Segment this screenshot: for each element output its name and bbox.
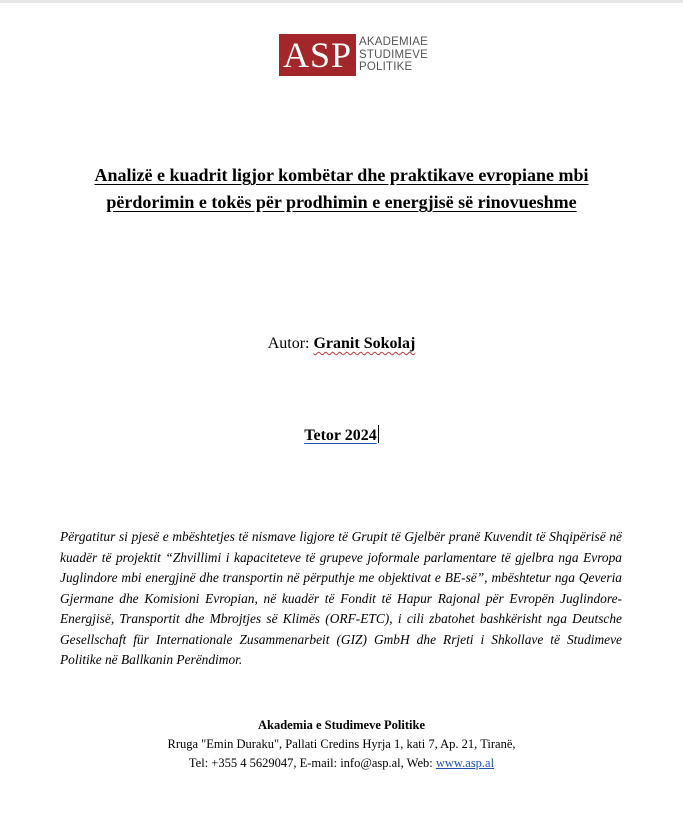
author-line — [0, 335, 683, 353]
logo-text — [359, 34, 428, 76]
footer-org-name: Akademia e Studimeve Politike — [257, 718, 425, 732]
author-label: Autor: — [267, 335, 310, 352]
text-cursor — [378, 425, 379, 443]
logo-line-3: POLITIKE — [359, 61, 413, 74]
author-name: Granit Sokolaj — [313, 335, 416, 352]
title-line-2: përdorimin e tokës për prodhimin e energjisë së rinovueshme — [106, 192, 577, 212]
date-text: Tetor 2024 — [304, 427, 377, 444]
logo-line-1: AKADEMIAE — [359, 36, 428, 49]
logo-line-2: STUDIMEVE — [359, 48, 428, 61]
project-description: Përgatitur si pjesë e mbështetjes të nismave ligjore të Grupit të Gjelbër pranë Kuvendit të Shqipërisë në kuadër të projektit “Zhvillimi i kapaciteteve të grupeve joformale parlamentare të gjelbra nga Evropa Juglindore mbi energjinë dhe transportin në përputhje me objektivat e BE-së”, mbështetur nga Qeveria Gjermane dhe Komisioni Evropian, në kuadër të Fondit të Hapur Rajonal për Evropën Juglindore-Energjisë, Transportit dhe Mbrojtjes së Klimës (ORF-ETC), i cili zbatohet bashkërisht nga Deutsche Gesellschaft für Internationale Zusammenarbeit (GIZ) GmbH dhe Rrjeti i Shkollave të Studimeve Politike në Ballkanin Perëndimor. — [60, 529, 622, 667]
document-title — [40, 162, 643, 216]
footer-contact — [0, 754, 683, 773]
footer-contact-text: Tel: +355 4 5629047, E-mail: info@asp.al, Web: — [188, 756, 433, 770]
page-top-edge — [0, 0, 683, 3]
footer-web-link[interactable]: www.asp.al — [435, 756, 495, 770]
footer-address: Rruga "Emin Duraku", Pallati Credins Hyrja 1, kati 7, Ap. 21, Tiranë, — [167, 737, 516, 751]
title-line-1: Analizë e kuadrit ligjor kombëtar dhe praktikave evropiane mbi — [94, 165, 589, 185]
footer — [0, 716, 683, 773]
asp-logo — [279, 34, 428, 76]
document-date[interactable] — [0, 425, 683, 445]
logo-mark: ASP — [279, 34, 356, 76]
